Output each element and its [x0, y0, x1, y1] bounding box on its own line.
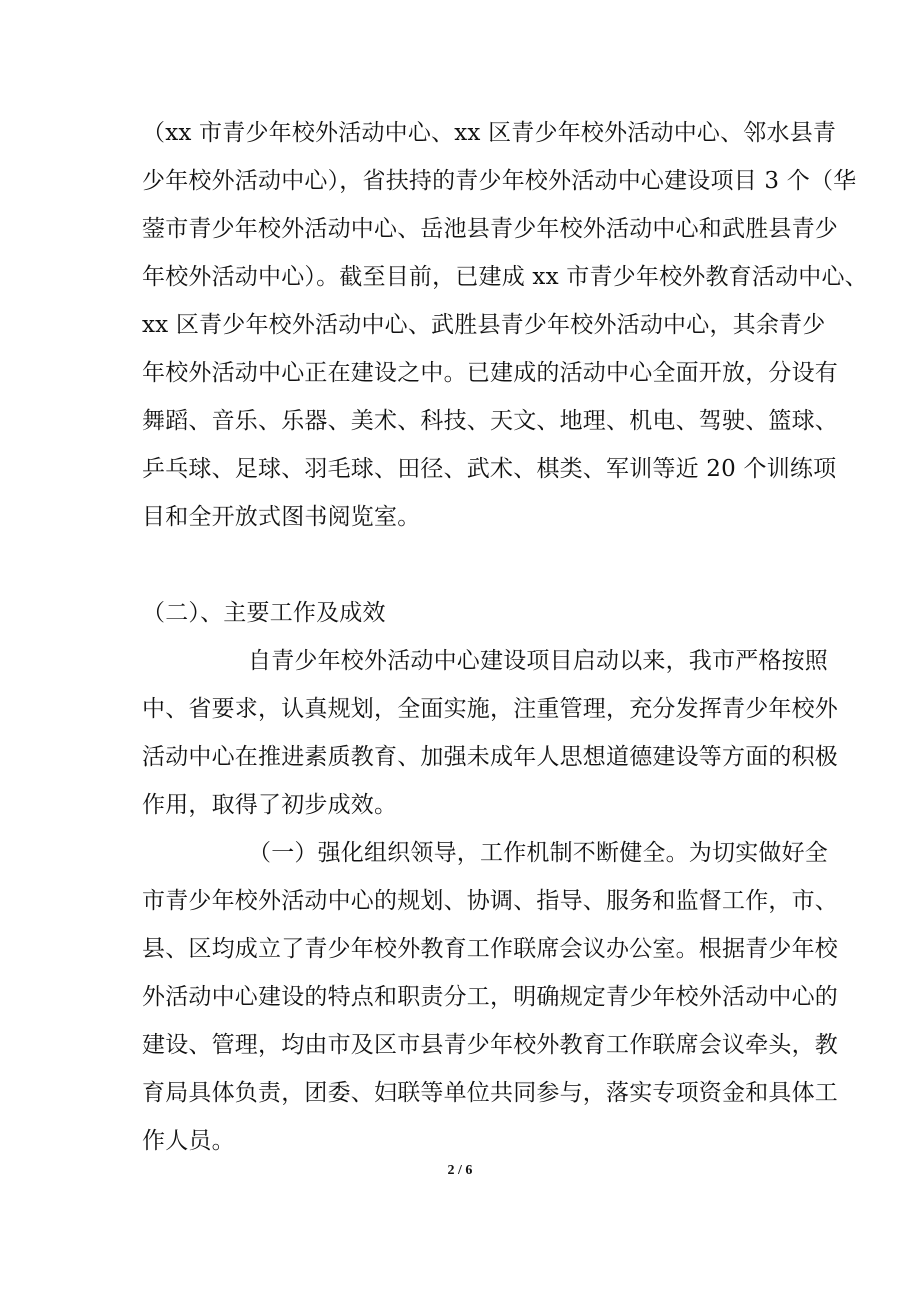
text-line: 舞蹈、音乐、乐器、美术、科技、天文、地理、机电、驾驶、篮球、 — [142, 408, 838, 434]
text-line: 县、区均成立了青少年校外教育工作联席会议办公室。根据青少年校 — [142, 936, 838, 962]
text-line: 目和全开放式图书阅览室。 — [142, 504, 421, 530]
section-heading: （二）、主要工作及成效 — [142, 600, 386, 626]
text-line: 外活动中心建设的特点和职责分工，明确规定青少年校外活动中心的 — [142, 984, 838, 1010]
text-line: 作用，取得了初步成效。 — [142, 792, 398, 818]
text-line: 活动中心在推进素质教育、加强未成年人思想道德建设等方面的积极 — [142, 744, 838, 770]
text-line: 乒乓球、足球、羽毛球、田径、武术、棋类、军训等近 20 个训练项 — [142, 456, 837, 482]
text-line: （xx 市青少年校外活动中心、xx 区青少年校外活动中心、邻水县青 — [142, 120, 837, 146]
text-line: 市青少年校外活动中心的规划、协调、指导、服务和监督工作，市、 — [142, 888, 838, 914]
text-line: 蓥市青少年校外活动中心、岳池县青少年校外活动中心和武胜县青少 — [142, 216, 838, 242]
text-line: 建设、管理，均由市及区市县青少年校外教育工作联席会议牵头，教 — [142, 1032, 838, 1058]
text-line: 年校外活动中心正在建设之中。已建成的活动中心全面开放，分设有 — [142, 360, 838, 386]
paragraph-first-line: （一）强化组织领导，工作机制不断健全。为切实做好全 — [248, 840, 828, 866]
text-line: 少年校外活动中心），省扶持的青少年校外活动中心建设项目 3 个（华 — [142, 168, 857, 194]
page-number: 2 / 6 — [447, 1163, 473, 1178]
text-line: 年校外活动中心）。截至目前，已建成 xx 市青少年校外教育活动中心、 — [142, 264, 868, 290]
text-line: 作人员。 — [142, 1128, 235, 1154]
text-line: 中、省要求，认真规划，全面实施，注重管理，充分发挥青少年校外 — [142, 696, 838, 722]
text-line: xx 区青少年校外活动中心、武胜县青少年校外活动中心，其余青少 — [142, 312, 826, 338]
paragraph-first-line: 自青少年校外活动中心建设项目启动以来，我市严格按照 — [248, 648, 828, 674]
text-line: 育局具体负责，团委、妇联等单位共同参与，落实专项资金和具体工 — [142, 1080, 838, 1106]
